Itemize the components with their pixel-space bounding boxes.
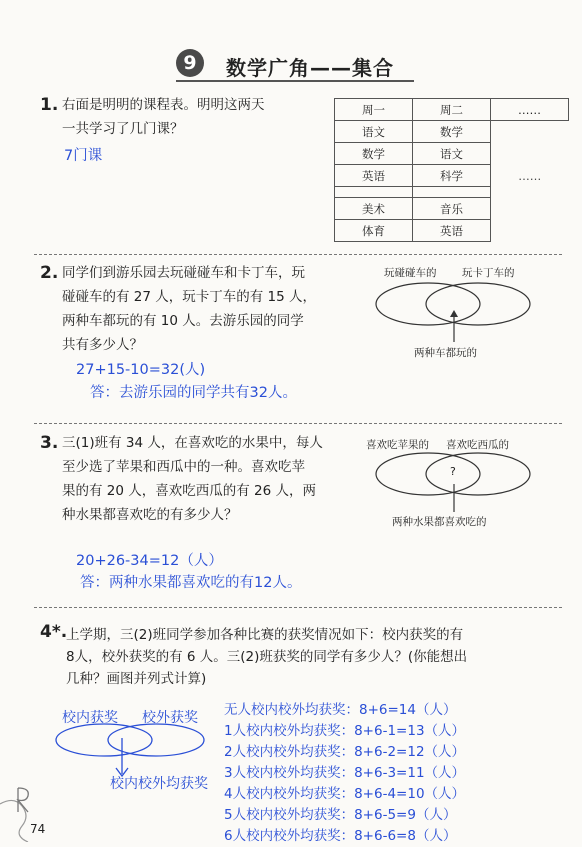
q1-line: 右面是明明的课程表。明明这两天 <box>62 97 265 113</box>
section-divider <box>34 607 562 608</box>
q2-answer-text: 答：去游乐园的同学共有32人。 <box>90 385 297 401</box>
title-underline <box>176 80 414 82</box>
q4-answer-list <box>224 700 465 847</box>
q1-text <box>62 93 352 141</box>
venn-label-left: 校内获奖 <box>62 710 118 726</box>
q3-line: 至少选了苹果和西瓜中的一种。喜欢吃苹 <box>62 459 305 475</box>
q3-answer-text: 答：两种水果都喜欢吃的有12人。 <box>80 575 302 591</box>
q3-text <box>62 431 362 527</box>
table-header-cell: …… <box>491 99 569 121</box>
q4-answer-line: 4人校内校外均获奖：8+6-4=10（人） <box>224 786 466 802</box>
q1-number: 1. <box>40 95 59 115</box>
table-row <box>335 198 569 220</box>
table-header-cell: 周二 <box>413 99 491 121</box>
venn-label-bottom: 两种车都玩的 <box>414 347 477 359</box>
table-cell: 数学 <box>335 143 413 165</box>
table-cell: 科学 <box>413 165 491 187</box>
q2-line: 两种车都玩的有 10 人。去游乐园的同学 <box>62 313 304 329</box>
q4-answer-line: 3人校内校外均获奖：8+6-3=11（人） <box>224 765 466 781</box>
q4-answer-line: 2人校内校外均获奖：8+6-2=12（人） <box>224 744 466 760</box>
q4-venn-diagram <box>52 718 212 778</box>
q4-line: 8人，校外获奖的有 6 人。三(2)班获奖的同学有多少人？(你能想出 <box>66 649 468 665</box>
q4-line: 上学期，三(2)班同学参加各种比赛的获奖情况如下：校内获奖的有 <box>66 627 464 643</box>
page-number: 74 <box>30 822 46 836</box>
table-header-cell: 周一 <box>335 99 413 121</box>
table-cell: 英语 <box>335 165 413 187</box>
q1-line: 一共学习了几门课？ <box>62 121 184 137</box>
q4-number: 4*. <box>40 622 68 642</box>
venn-question-mark: ? <box>450 465 456 478</box>
q2-number: 2. <box>40 263 59 283</box>
table-cell: 英语 <box>413 220 491 242</box>
q2-text <box>62 261 352 357</box>
q2-line: 同学们到游乐园去玩碰碰车和卡丁车，玩 <box>62 265 305 281</box>
table-cell: 数学 <box>413 121 491 143</box>
q1-answer: 7门课 <box>64 148 103 164</box>
schedule-table <box>334 98 569 242</box>
q3-number: 3. <box>40 433 59 453</box>
q4-answer-line: 6人校内校外均获奖：8+6-6=8（人） <box>224 828 457 844</box>
table-row <box>335 99 569 121</box>
table-row <box>335 143 569 165</box>
table-row <box>335 121 569 143</box>
table-row <box>335 220 569 242</box>
venn-label-bottom: 两种水果都喜欢吃的 <box>392 516 487 528</box>
table-cell: 美术 <box>335 198 413 220</box>
venn-label-bottom: 校内校外均获奖 <box>110 776 208 792</box>
q4-answer-line: 无人校内校外均获奖：8+6=14（人） <box>224 702 457 718</box>
table-row <box>335 165 569 187</box>
venn-label-left: 玩碰碰车的 <box>384 267 437 279</box>
q4-answer-line: 1人校内校外均获奖：8+6-1=13（人） <box>224 723 466 739</box>
q3-answer-equation: 20+26-34=12（人） <box>76 553 223 569</box>
venn-label-right: 喜欢吃西瓜的 <box>446 439 509 451</box>
table-row <box>335 187 569 198</box>
q2-line: 共有多少人？ <box>62 337 143 353</box>
q4-text <box>66 624 566 690</box>
q2-line: 碰碰车的有 27 人，玩卡丁车的有 15 人， <box>62 289 317 305</box>
q2-answer-equation: 27+15-10=32(人) <box>76 362 206 378</box>
q4-line: 几种？画图并列式计算) <box>66 671 207 687</box>
section-divider <box>34 254 562 255</box>
q3-venn-diagram <box>370 450 570 516</box>
table-dots: …… <box>518 168 542 183</box>
chapter-title: 数学广角——集合 <box>226 56 394 80</box>
q3-line: 种水果都喜欢吃的有多少人？ <box>62 507 238 523</box>
table-cell: 体育 <box>335 220 413 242</box>
section-divider <box>34 423 562 424</box>
venn-label-right: 玩卡丁车的 <box>462 267 515 279</box>
chapter-number-badge: 9 <box>176 49 204 77</box>
q3-line: 三(1)班有 34 人，在喜欢吃的水果中，每人 <box>62 435 323 451</box>
table-cell: 音乐 <box>413 198 491 220</box>
table-cell: 语文 <box>335 121 413 143</box>
q2-venn-diagram <box>370 280 570 350</box>
table-cell: 语文 <box>413 143 491 165</box>
venn-label-right: 校外获奖 <box>142 710 198 726</box>
venn-label-left: 喜欢吃苹果的 <box>366 439 429 451</box>
q3-line: 果的有 20 人，喜欢吃西瓜的有 26 人，两 <box>62 483 317 499</box>
q4-answer-line: 5人校内校外均获奖：8+6-5=9（人） <box>224 807 457 823</box>
